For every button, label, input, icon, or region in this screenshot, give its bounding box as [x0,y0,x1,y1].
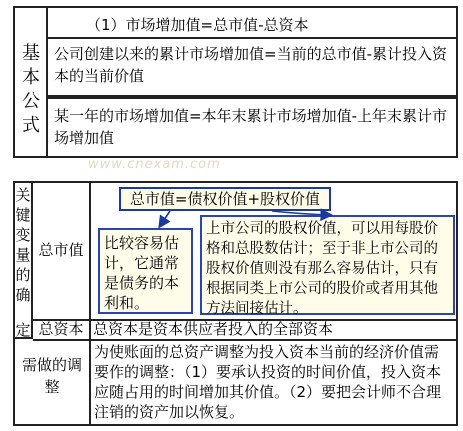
total-capital-value: 总资本是资本供应者投入的全部资本 [91,319,458,341]
adjustment-label: 需做的调整 [13,339,91,426]
key-label-char: 的 [15,266,31,284]
key-label-char: 关 [15,186,31,204]
formula-row-2: 公司创建以来的累计市场增加值=当前的总市值-累计投入资本的当前价值 [46,37,458,97]
basic-formula-label [13,6,47,158]
total-capital-label: 总资本 [33,319,91,341]
market-value-formula-box: 总市值=债权价值+股权价值 [119,187,331,211]
key-label-char: 量 [15,246,31,264]
formula-row-1: （1）市场增加值=总市值-总资本 [46,6,458,39]
debt-value-note: 比较容易估计，它通常是债务的本利和。 [98,228,193,314]
key-variables-label [13,181,33,339]
basic-label-char: 本 [22,67,40,88]
key-label-char: 键 [15,206,31,224]
basic-label-char: 基 [22,43,40,64]
formula-row-3: 某一年的市场增加值=本年末累计市场增加值-上年末累计市场增加值 [46,97,458,158]
key-label-last-char: 定 [15,321,31,339]
adjustment-value: 为使账面的总资产调整为投入资本当前的经济价值需要作的调整：（1）要承认投资的时间价值，投入资本应随占用的时间增加其价值。（2）要把会计师不合理注销的资产加以恢复。 [91,339,458,426]
basic-label-char: 公 [22,91,40,112]
basic-label-char: 式 [22,115,40,136]
equity-value-note: 上市公司的股权价值，可以用每股价格和总股数估计；至于非上市公司的股权价值则没有那么容易估计，只有根据同类上市公司的股价或者用其他方法间接估计。 [200,215,455,315]
key-label-char: 确 [15,286,31,304]
total-market-value-label: 总市值 [33,181,91,321]
key-label-char: 变 [15,226,31,244]
watermark: www.cnexam.com [88,157,221,172]
